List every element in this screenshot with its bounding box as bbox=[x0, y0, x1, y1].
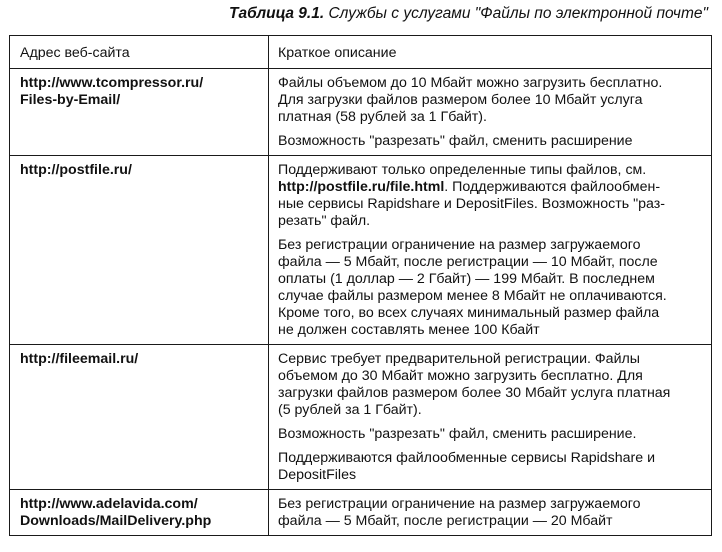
description-line: Поддерживают только определенные типы файлов, см. bbox=[278, 162, 647, 178]
description-paragraph bbox=[278, 426, 705, 443]
description-paragraph bbox=[278, 450, 705, 484]
description-line: ные сервисы Rapidshare и DepositFiles. Возможность "раз- bbox=[278, 196, 665, 212]
description-paragraph bbox=[278, 133, 705, 150]
site-url-cell bbox=[10, 156, 269, 345]
description-line: (5 рублей за 1 Гбайт). bbox=[278, 402, 422, 418]
description-line: не должен составлять менее 100 Кбайт bbox=[278, 322, 540, 338]
site-url-line: http://fileemail.ru/ bbox=[20, 351, 139, 367]
description-line: случае файлы размером менее 8 Мбайт не оплачиваются. bbox=[278, 288, 667, 304]
description-line: Файлы объемом до 10 Мбайт можно загрузить бесплатно. bbox=[278, 75, 663, 91]
table-header-row bbox=[10, 36, 712, 69]
description-cell bbox=[269, 490, 712, 536]
site-url-cell bbox=[10, 490, 269, 536]
site-url-cell bbox=[10, 69, 269, 156]
description-cell bbox=[269, 345, 712, 490]
site-url-cell bbox=[10, 345, 269, 490]
description-line: оплаты (1 доллар — 2 Гбайт) — 199 Мбайт. В последнем bbox=[278, 271, 655, 287]
description-paragraph bbox=[278, 237, 705, 339]
site-url-line: http://www.tcompressor.ru/ bbox=[20, 75, 204, 91]
description-line: Кроме того, во всех случаях минимальный размер файла bbox=[278, 305, 660, 321]
column-header-site: Адрес веб-сайта bbox=[10, 36, 269, 69]
table-row bbox=[10, 490, 712, 536]
description-paragraph bbox=[278, 496, 705, 530]
table-caption bbox=[229, 5, 708, 23]
description-line: файла — 5 Мбайт, после регистрации — 10 Мбайт, после bbox=[278, 254, 658, 270]
site-url-line: Files-by-Email/ bbox=[20, 92, 121, 108]
services-table bbox=[9, 35, 712, 536]
description-paragraph bbox=[278, 351, 705, 419]
column-header-description: Краткое описание bbox=[269, 36, 712, 69]
description-line bbox=[278, 179, 705, 196]
description-line: Без регистрации ограничение на размер загружаемого bbox=[278, 496, 641, 512]
site-url-line: Downloads/MailDelivery.php bbox=[20, 513, 212, 529]
description-line: платная (58 рублей за 1 Гбайт). bbox=[278, 109, 487, 125]
table-number: Таблица 9.1. bbox=[228, 5, 325, 22]
table-title: Службы с услугами "Файлы по электронной почте" bbox=[328, 5, 708, 22]
site-url-line: http://postfile.ru/ bbox=[20, 162, 132, 178]
description-cell bbox=[269, 69, 712, 156]
description-line: резать" файл. bbox=[278, 213, 371, 229]
description-line: Сервис требует предварительной регистрации. Файлы bbox=[278, 351, 640, 367]
description-line: Для загрузки файлов размером более 10 Мбайт услуга bbox=[278, 92, 643, 108]
description-line: файла — 5 Мбайт, после регистрации — 20 Мбайт bbox=[278, 513, 613, 529]
table-row bbox=[10, 69, 712, 156]
description-line: загрузки файлов размером более 30 Мбайт услуга платная bbox=[278, 385, 671, 401]
reference-link[interactable]: http://postfile.ru/file.html bbox=[278, 179, 445, 195]
description-line: Возможность "разрезать" файл, сменить расширение. bbox=[278, 426, 637, 442]
table-row bbox=[10, 345, 712, 490]
description-line: Без регистрации ограничение на размер загружаемого bbox=[278, 237, 641, 253]
description-paragraph bbox=[278, 75, 705, 126]
description-cell bbox=[269, 156, 712, 345]
description-line: Поддерживаются файлообменные сервисы Rapidshare и bbox=[278, 450, 656, 466]
description-text: . Поддерживаются файлообмен- bbox=[444, 179, 661, 195]
site-url-line: http://www.adelavida.com/ bbox=[20, 496, 198, 512]
description-line: объемом до 30 Мбайт можно загрузить бесплатно. Для bbox=[278, 368, 643, 384]
description-line: DepositFiles bbox=[278, 467, 357, 483]
table-row bbox=[10, 156, 712, 345]
description-line: Возможность "разрезать" файл, сменить расширение bbox=[278, 133, 633, 149]
description-paragraph bbox=[278, 162, 705, 230]
